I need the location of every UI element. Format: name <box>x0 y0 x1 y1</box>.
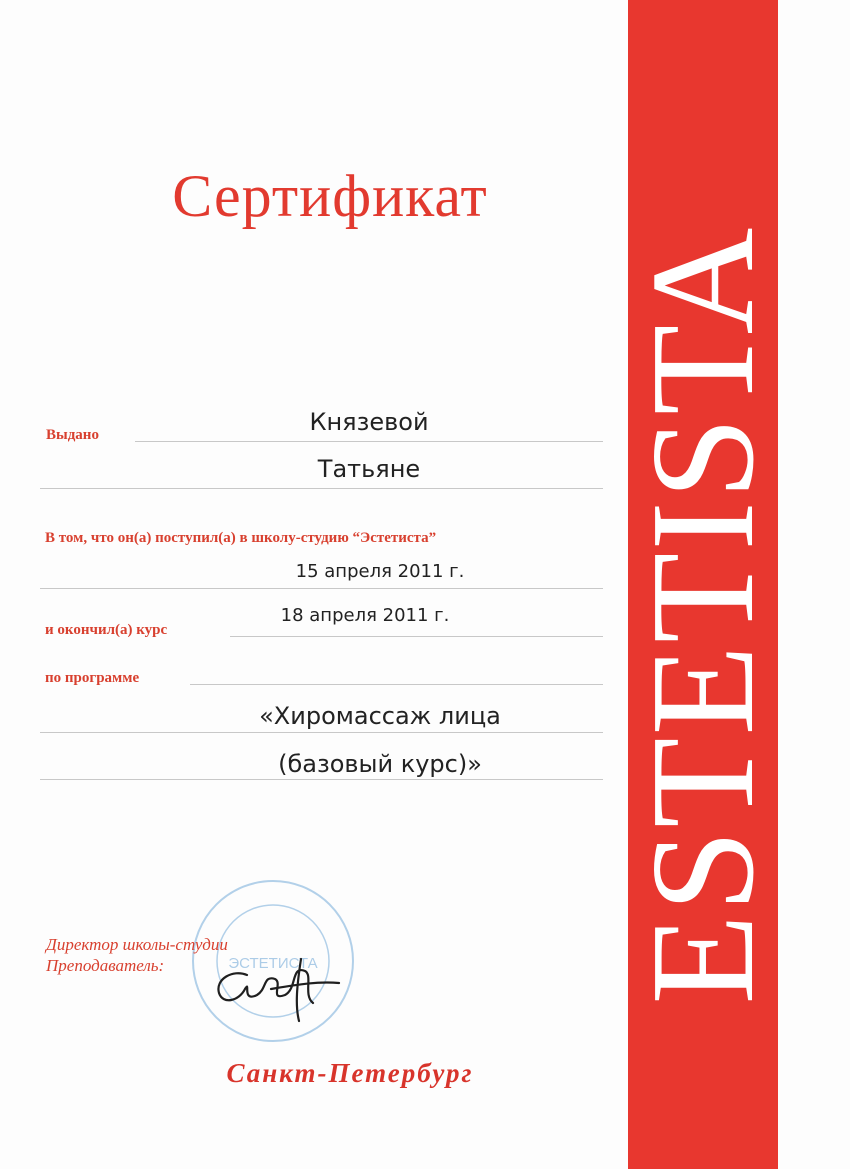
start-date-line <box>40 588 603 589</box>
program-line-1 <box>190 684 603 685</box>
issued-line-1 <box>135 441 603 442</box>
end-date-line <box>230 636 603 637</box>
start-date: 15 апреля 2011 г. <box>295 561 465 582</box>
end-date: 18 апреля 2011 г. <box>280 605 450 626</box>
program-name-line2: (базовый курс)» <box>278 750 482 778</box>
recipient-surname: Князевой <box>309 408 429 436</box>
finished-label: и окончил(а) курс <box>45 622 168 638</box>
program-line-3 <box>40 779 603 780</box>
enrolled-label: В том, что он(а) поступил(а) в школу-студию “Эстетиста” <box>45 530 437 546</box>
program-name-line1: «Хиромассаж лица <box>259 702 501 730</box>
signature <box>205 945 345 1025</box>
recipient-name: Татьяне <box>317 455 421 483</box>
brand-band-text: ESTETISTA <box>621 225 785 1005</box>
certificate-title: Сертификат <box>172 163 488 229</box>
teacher-label: Преподаватель: <box>46 956 165 975</box>
program-line-2 <box>40 732 603 733</box>
director-label: Директор школы-студии <box>46 935 228 954</box>
program-label: по программе <box>45 670 140 686</box>
stamp-text: ЭСТЕТИСТА <box>228 955 318 972</box>
issued-line-2 <box>40 488 603 489</box>
city: Санкт-Петербург <box>226 1058 474 1088</box>
issued-label: Выдано <box>46 427 99 443</box>
